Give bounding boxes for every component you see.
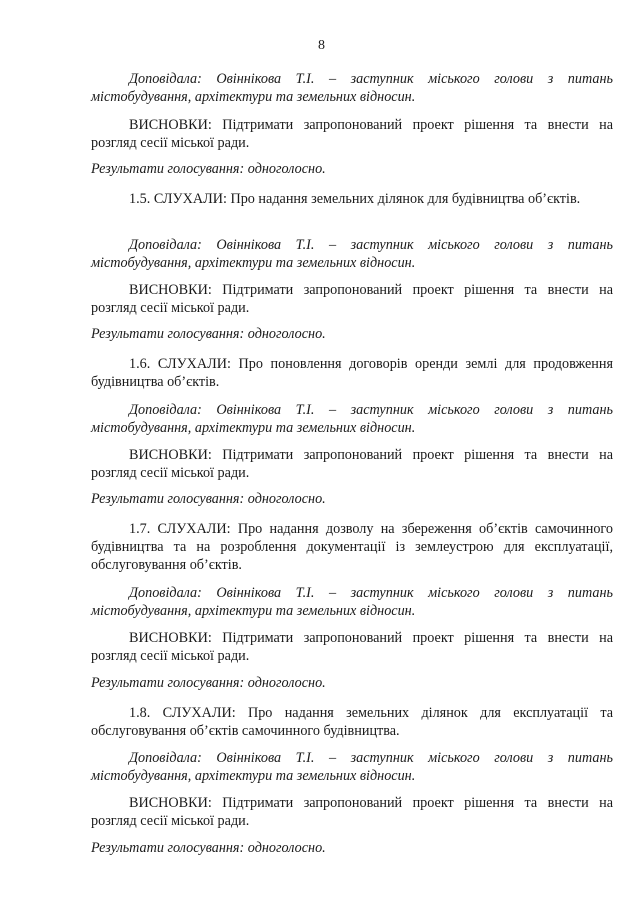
- vote-result: Результати голосування: одноголосно.: [91, 161, 326, 177]
- speaker-paragraph: Доповідала: Овіннікова Т.І. – заступник міського голови з питань містобудування, архітектури та земельних відносин.: [91, 585, 613, 619]
- heard-paragraph: 1.8. СЛУХАЛИ: Про надання земельних ділянок для експлуатації та обслуговування об’єктів самочинного будівництва.: [91, 705, 613, 739]
- speaker-paragraph: Доповідала: Овіннікова Т.І. – заступник міського голови з питань містобудування, архітектури та земельних відносин.: [91, 237, 613, 271]
- vote-result: Результати голосування: одноголосно.: [91, 840, 326, 856]
- conclusion-paragraph: ВИСНОВКИ: Підтримати запропонований проект рішення та внести на розгляд сесії міської ради.: [91, 795, 613, 829]
- conclusion-paragraph: ВИСНОВКИ: Підтримати запропонований проект рішення та внести на розгляд сесії міської ради.: [91, 117, 613, 151]
- heard-paragraph: 1.7. СЛУХАЛИ: Про надання дозволу на збереження об’єктів самочинного будівництва та на розроблення документації із землеустрою для експлуатації, обслуговування об’єктів.: [91, 521, 613, 573]
- conclusion-paragraph: ВИСНОВКИ: Підтримати запропонований проект рішення та внести на розгляд сесії міської ради.: [91, 282, 613, 316]
- vote-result: Результати голосування: одноголосно.: [91, 675, 326, 691]
- speaker-paragraph: Доповідала: Овіннікова Т.І. – заступник міського голови з питань містобудування, архітектури та земельних відносин.: [91, 750, 613, 784]
- speaker-paragraph: Доповідала: Овіннікова Т.І. – заступник міського голови з питань містобудування, архітектури та земельних відносин.: [91, 402, 613, 436]
- conclusion-paragraph: ВИСНОВКИ: Підтримати запропонований проект рішення та внести на розгляд сесії міської ради.: [91, 447, 613, 481]
- page-number: 8: [318, 38, 325, 53]
- vote-result: Результати голосування: одноголосно.: [91, 326, 326, 342]
- speaker-paragraph: Доповідала: Овіннікова Т.І. – заступник міського голови з питань містобудування, архітектури та земельних відносин.: [91, 71, 613, 105]
- conclusion-paragraph: ВИСНОВКИ: Підтримати запропонований проект рішення та внести на розгляд сесії міської ради.: [91, 630, 613, 664]
- vote-result: Результати голосування: одноголосно.: [91, 491, 326, 507]
- heard-paragraph: 1.6. СЛУХАЛИ: Про поновлення договорів оренди землі для продовження будівництва об’єктів.: [91, 356, 613, 390]
- heard-paragraph: 1.5. СЛУХАЛИ: Про надання земельних ділянок для будівництва об’єктів.: [129, 191, 581, 207]
